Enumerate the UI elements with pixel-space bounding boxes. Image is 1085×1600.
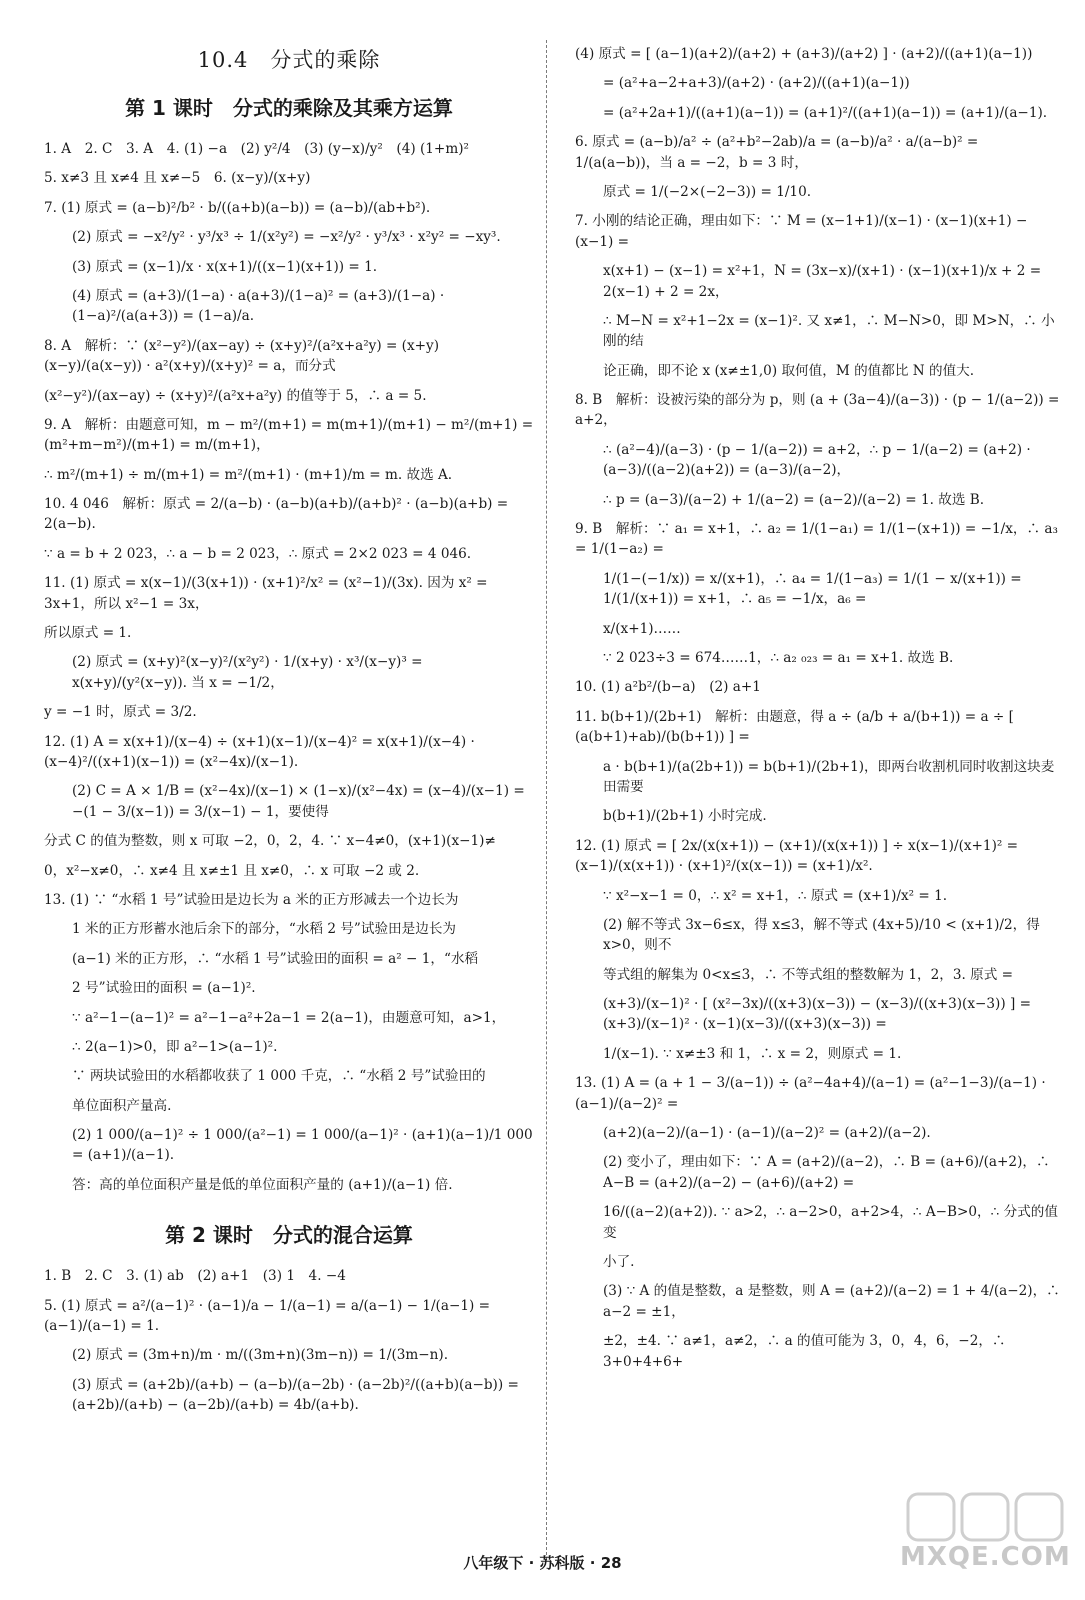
answer-line: 11. (1) 原式 = x(x−1)/(3(x+1)) · (x+1)²/x² = (x²−1)/(3x). 因为 x² = 3x+1，所以 x²−1 = 3x， (44, 575, 492, 612)
answer-line: ∴ m²/(m+1) ÷ m/(m+1) = m²/(m+1) · (m+1)/m = m. 故选 A. (44, 466, 453, 483)
answer-line: 9. A 解析：由题意可知，m − m²/(m+1) = m(m+1)/(m+1) − m²/(m+1) = (m²+m−m²)/(m+1) = m/(m+1)， (44, 416, 538, 454)
answer-line: 6. 原式 = (a−b)/a² ÷ (a²+b²−2ab)/a = (a−b)/a² · a/(a−b)² = 1/(a(a−b))，当 a = −2，b = 3 时， (575, 134, 983, 171)
answer-line: a · b(b+1)/(a(2b+1)) = b(b+1)/(2b+1)，即两台收割机同时收割这块麦田需要 (603, 758, 1055, 795)
answer-line: 8. A 解析：∵ (x²−y²)/(ax−ay) ÷ (x+y)²/(a²x+a²y) = (x+y)(x−y)/(a(x−y)) · a²(x+y)/(x+y)² = a，而分式 (44, 337, 440, 375)
answer-line: (a+2)(a−2)/(a−1) · (a−1)/(a−2)² = (a+2)/(a−2). (603, 1125, 931, 1142)
answer-line: 16/((a−2)(a+2)). ∵ a>2，∴ a−2>0，a+2>4，∴ A−B>0，∴ 分式的值变 (603, 1204, 1058, 1241)
answer-line: 7. 小刚的结论正确，理由如下：∵ M = (x−1+1)/(x−1) · (x−1)(x+1) − (x−1) = (575, 213, 1032, 250)
answer-line: (x+3)/(x−1)² · [ (x²−3x)/((x+3)(x−3)) − (x−3)/((x+3)(x−3)) ] = (x+3)/(x−1)² · (x−1)(x−3)/((x+3)(x−3)) = (603, 996, 1036, 1033)
lesson-2-title: 第 2 课时 分式的混合运算 (165, 1223, 413, 1248)
answer-line: 9. B 解析：∵ a₁ = x+1，∴ a₂ = 1/(1−a₁) = 1/(1−(x+1)) = −1/x，∴ a₃ = 1/(1−a₂) = (575, 521, 1063, 558)
answer-line: ∴ 2(a−1)>0，即 a²−1>(a−1)². (72, 1038, 278, 1055)
answer-line: (3) 原式 = (a+2b)/(a+b) − (a−b)/(a−2b) · (a−2b)²/((a+b)(a−b)) = (a+2b)/(a+b) − (a−2b)/(a+b) = 4b/(a+b). (72, 1376, 524, 1414)
answer-line: b(b+1)/(2b+1) 小时完成. (603, 808, 767, 825)
answer-line: x/(x+1)…… (603, 620, 681, 637)
answer-line: (x²−y²)/(ax−ay) ÷ (x+y)²/(a²x+a²y) 的值等于 5，∴ a = 5. (44, 387, 427, 404)
answer-line: 论正确，即不论 x (x≠±1,0) 取何值，M 的值都比 N 的值大. (603, 362, 975, 379)
answer-line: (a−1) 米的正方形，∴ “水稻 1 号”试验田的面积 = a² − 1，“水稻 (72, 950, 479, 967)
answer-line: 10. 4 046 解析：原式 = 2/(a−b) · (a−b)(a+b)/(a+b)² · (a−b)(a+b) = 2(a−b). (44, 496, 513, 533)
answer-line: y = −1 时，原式 = 3/2. (44, 704, 197, 721)
answer-line: ∴ (a²−4)/(a−3) · (p − 1/(a−2)) = a+2，∴ p − 1/(a−2) = (a+2) · (a−3)/((a−2)(a+2)) = (a−3)/(a−2)， (603, 441, 1035, 479)
answer-line: (3) 原式 = (x−1)/x · x(x+1)/((x−1)(x+1)) = 1. (72, 258, 378, 275)
answer-line: 8. B 解析：设被污染的部分为 p，则 (a + (3a−4)/(a−3)) · (p − 1/(a−2)) = a+2， (575, 392, 1064, 429)
section-title: 10.4 分式的乘除 (197, 48, 381, 72)
answer-line: (2) 原式 = −x²/y² · y³/x³ ÷ 1/(x²y²) = −x²/y² · y³/x³ · x²y² = −xy³. (72, 229, 501, 246)
answer-line: ∵ a = b + 2 023，∴ a − b = 2 023，∴ 原式 = 2×2 023 = 4 046. (44, 545, 472, 562)
answer-line: ±2，±4. ∵ a≠1，a≠2，∴ a 的值可能为 3，0，4，6，−2，∴ 3+0+4+6+ (603, 1333, 1010, 1370)
answer-line: 13. (1) ∵ “水稻 1 号”试验田是边长为 a 米的正方形减去一个边长为 (44, 891, 459, 908)
answer-line: ∴ p = (a−3)/(a−2) + 1/(a−2) = (a−2)/(a−2) = 1. 故选 B. (603, 491, 985, 508)
column-divider (546, 40, 547, 1560)
answer-line: 10. (1) a²b²/(b−a) (2) a+1 (575, 679, 761, 696)
answer-line: 1 米的正方形蓄水池后余下的部分，“水稻 2 号”试验田是边长为 (72, 921, 457, 938)
answer-line: (4) 原式 = (a+3)/(1−a) · a(a+3)/(1−a)² = (a+3)/(1−a) · (1−a)²/(a(a+3)) = (1−a)/a. (72, 287, 449, 325)
answer-line: ∵ 两块试验田的水稻都收获了 1 000 千克，∴ “水稻 2 号”试验田的 (72, 1068, 486, 1085)
answer-line: (2) 原式 = (3m+n)/m · m/((3m+n)(3m−n)) = 1/(3m−n). (72, 1347, 449, 1364)
answer-line: 12. (1) 原式 = [ 2x/(x(x+1)) − (x+1)/(x(x+1)) ] ÷ x(x−1)/(x+1)² = (x−1)/(x(x+1)) · (x+1)²/(x(x−1)) = (x+1)/x². (575, 837, 1023, 875)
answer-line: (2) 1 000/(a−1)² ÷ 1 000/(a²−1) = 1 000/(a−1)² · (a+1)(a−1)/1 000 = (a+1)/(a−1). (72, 1127, 538, 1164)
answer-line: ∵ a²−1−(a−1)² = a²−1−a²+2a−1 = 2(a−1)，由题意可知，a>1， (72, 1009, 506, 1026)
answer-line: 13. (1) A = (a + 1 − 3/(a−1)) ÷ (a²−4a+4)/(a−1) = (a²−1−3)/(a−1) · (a−1)/(a−2)² = (575, 1075, 1051, 1112)
left-column (44, 44, 538, 1425)
answer-line: 11. b(b+1)/(2b+1) 解析：由题意，得 a ÷ (a/b + a/(b+1)) = a ÷ [ (a(b+1)+ab)/(b(b+1)) ] = (575, 708, 1019, 746)
watermark-logo (900, 1488, 1070, 1592)
answer-line: ∴ M−N = x²+1−2x = (x−1)². 又 x≠1，∴ M−N>0，即 M>N，∴ 小刚的结 (603, 312, 1055, 350)
answer-line: 分式 C 的值为整数，则 x 可取 −2，0，2，4. ∵ x−4≠0，(x+1)(x−1)≠ (44, 833, 496, 850)
answer-line: 7. (1) 原式 = (a−b)²/b² · b/((a+b)(a−b)) = (a−b)/(ab+b²). (44, 199, 431, 216)
answer-line: (2) 变小了，理由如下：∵ A = (a+2)/(a−2)，∴ B = (a+6)/(a+2)，∴ A−B = (a+2)/(a−2) − (a+6)/(a+2) = (603, 1154, 1054, 1191)
lesson-1-answers-continued (575, 44, 1065, 1372)
watermark-badge-icon (900, 1488, 1070, 1548)
answer-line: 5. x≠3 且 x≠4 且 x≠−5 6. (x−y)/(x+y) (44, 170, 311, 187)
watermark-text: MXQE.COM (900, 1542, 1071, 1572)
answer-line: x(x+1) − (x−1) = x²+1，N = (3x−x)/(x+1) · (x−1)(x+1)/x + 2 = 2(x−1) + 2 = 2x， (603, 263, 1046, 300)
answer-line: 小了. (603, 1253, 635, 1270)
answer-line: 1/(1−(−1/x)) = x/(x+1)，∴ a₄ = 1/(1−a₃) = 1/(1 − x/(x+1)) = 1/(1/(x+1)) = x+1，∴ a₅ = −1/x，a₆ = (603, 570, 1027, 608)
answer-line: 12. (1) A = x(x+1)/(x−4) ÷ (x+1)(x−1)/(x−4)² = x(x+1)/(x−4) · (x−4)²/((x+1)(x−1)) = (x²−4x)/(x−1). (44, 733, 480, 770)
answer-line: 0，x²−x≠0，∴ x≠4 且 x≠±1 且 x≠0，∴ x 可取 −2 或 2. (44, 862, 420, 879)
answer-line: 单位面积产量高. (72, 1097, 172, 1114)
answer-line: 答：高的单位面积产量是低的单位面积产量的 (a+1)/(a−1) 倍. (72, 1176, 453, 1193)
lesson-2-answers (44, 1266, 534, 1415)
lesson-1-title: 第 1 课时 分式的乘除及其乘方运算 (125, 96, 453, 120)
answer-line: = (a²+2a+1)/((a+1)(a−1)) = (a+1)²/((a+1)(a−1)) = (a+1)/(a−1). (603, 104, 1048, 121)
answer-line: (2) 原式 = (x+y)²(x−y)²/(x²y²) · 1/(x+y) · x³/(x−y)³ = x(x+y)/(y²(x−y)). 当 x = −1/2， (72, 654, 427, 691)
answer-line: ∵ 2 023÷3 = 674……1，∴ a₂ ₀₂₃ = a₁ = x+1. 故选 B. (603, 649, 954, 666)
page-footer: 八年级下 · 苏科版 · 28 (463, 1554, 622, 1572)
answer-line: (3) ∵ A 的值是整数，a 是整数，则 A = (a+2)/(a−2) = 1 + 4/(a−2)，∴ a−2 = ±1， (603, 1283, 1065, 1320)
answer-line: 2 号”试验田的面积 = (a−1)². (72, 980, 256, 997)
answer-line: 1. B 2. C 3. (1) ab (2) a+1 (3) 1 4. −4 (44, 1268, 346, 1285)
answer-line: 1/(x−1). ∵ x≠±3 和 1，∴ x = 2，则原式 = 1. (603, 1045, 902, 1062)
answer-line: (2) 解不等式 3x−6≤x，得 x≤3，解不等式 (4x+5)/10 < (x+1)/2，得 x>0，则不 (603, 916, 1045, 954)
right-column (575, 44, 1065, 1381)
answer-line: 等式组的解集为 0<x≤3，∴ 不等式组的整数解为 1，2，3. 原式 = (603, 966, 1014, 983)
answer-line: 所以原式 = 1. (44, 625, 132, 642)
answer-line: = (a²+a−2+a+3)/(a+2) · (a+2)/((a+1)(a−1)) (603, 75, 910, 92)
answer-line: (4) 原式 = [ (a−1)(a+2)/(a+2) + (a+3)/(a+2) ] · (a+2)/((a+1)(a−1)) (575, 46, 1033, 62)
answer-line: 原式 = 1/(−2×(−2−3)) = 1/10. (603, 183, 812, 200)
answer-line: 5. (1) 原式 = a²/(a−1)² · (a−1)/a − 1/(a−1) = a/(a−1) − 1/(a−1) = (a−1)/(a−1) = 1. (44, 1297, 495, 1335)
answer-line: (2) C = A × 1/B = (x²−4x)/(x−1) × (1−x)/(x²−4x) = (x−4)/(x−1) = −(1 − 3/(x−1)) = 3/(x−1) − 1，要使得 (72, 783, 530, 820)
lesson-1-answers (44, 139, 538, 1195)
answer-line: 1. A 2. C 3. A 4. (1) −a (2) y²/4 (3) (y−x)/y² (4) (1+m)² (44, 141, 469, 157)
answer-line: ∵ x²−x−1 = 0，∴ x² = x+1，∴ 原式 = (x+1)/x² = 1. (603, 887, 948, 904)
